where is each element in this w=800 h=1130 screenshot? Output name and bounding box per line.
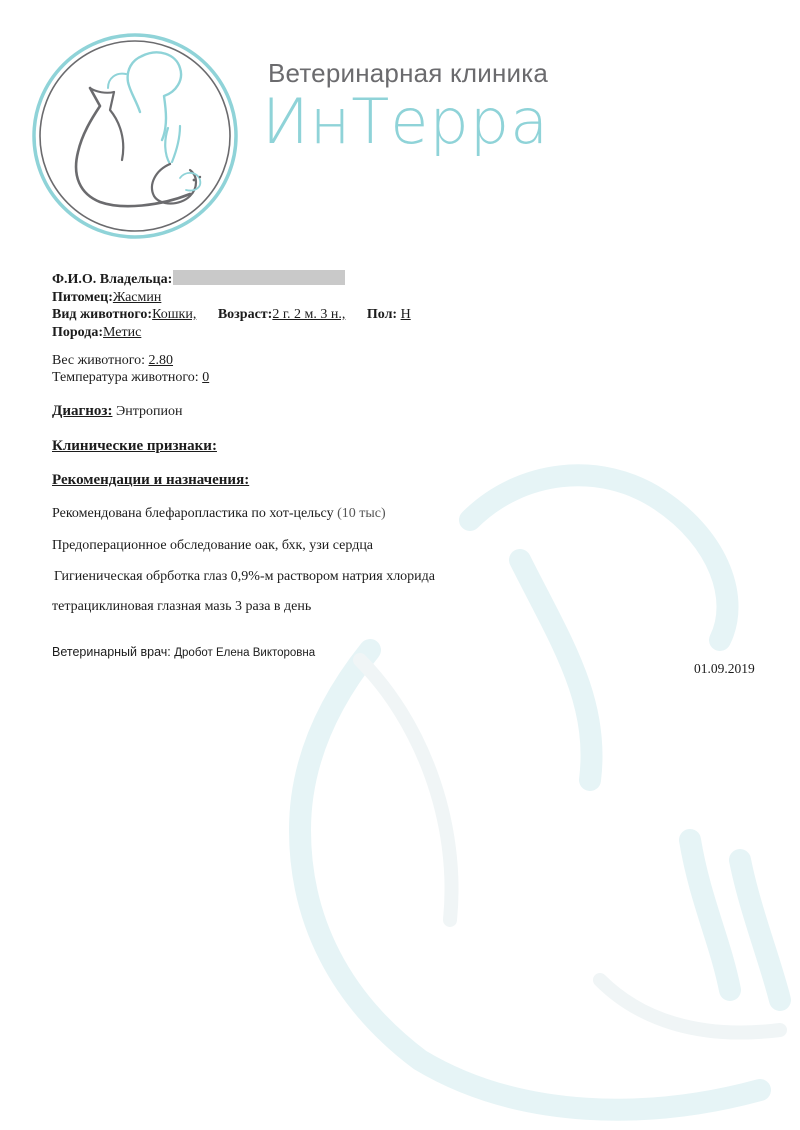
vitals bbox=[52, 352, 209, 386]
weight-label: Вес животного: bbox=[52, 353, 146, 368]
patient-info bbox=[52, 270, 411, 341]
doctor-label: Ветеринарный врач: bbox=[52, 645, 171, 659]
temperature-label: Температура животного: bbox=[52, 370, 199, 385]
age-label: Возраст: bbox=[217, 307, 273, 322]
recommendations-heading: Рекомендации и назначения: bbox=[52, 472, 250, 488]
weight-row bbox=[52, 352, 209, 369]
owner-row bbox=[52, 270, 411, 289]
doctor-signature bbox=[52, 645, 315, 659]
document-date: 01.09.2019 bbox=[694, 661, 755, 676]
breed-label: Порода: bbox=[52, 324, 104, 340]
recommendation-1-text: Рекомендована блефаропластика по хот-цельсу bbox=[52, 506, 334, 521]
diagnosis-row bbox=[52, 403, 182, 420]
species-value: Кошки, bbox=[152, 307, 197, 322]
clinic-name: ИнТерра bbox=[262, 85, 550, 158]
temperature-value: 0 bbox=[202, 370, 210, 385]
recommendation-4: тетрациклиновая глазная мазь 3 раза в день bbox=[52, 599, 312, 614]
species-row bbox=[52, 306, 411, 324]
clinic-subtitle: Ветеринарная клиника bbox=[268, 58, 549, 88]
recommendation-1-price: (10 тыс) bbox=[337, 506, 386, 521]
clinic-logo-icon bbox=[30, 30, 240, 242]
temperature-row bbox=[52, 369, 209, 386]
diagnosis-value: Энтропион bbox=[115, 404, 183, 419]
owner-label: Ф.И.О. Владельца: bbox=[52, 272, 173, 287]
pet-name-row bbox=[52, 289, 411, 307]
recommendation-1 bbox=[52, 506, 386, 522]
owner-name-redacted bbox=[173, 270, 345, 285]
weight-value: 2.80 bbox=[148, 353, 174, 368]
species-label: Вид животного: bbox=[52, 307, 153, 322]
pet-name-value: Жасмин bbox=[112, 289, 162, 305]
breed-value: Метис bbox=[103, 324, 142, 340]
clinical-signs-heading: Клинические признаки: bbox=[52, 438, 217, 454]
age-value: 2 г. 2 м. 3 н., bbox=[272, 307, 346, 322]
sex-label: Пол: bbox=[366, 307, 398, 322]
doctor-name: Дробот Елена Викторовна bbox=[174, 647, 316, 659]
breed-row bbox=[52, 324, 411, 342]
sex-value: Н bbox=[400, 307, 411, 322]
diagnosis-label: Диагноз: bbox=[52, 403, 113, 419]
recommendation-2: Предоперационное обследование оак, бхк, узи сердца bbox=[52, 538, 374, 553]
recommendation-3: Гигиеническая обрботка глаз 0,9%-м раствором натрия хлорида bbox=[54, 569, 436, 584]
pet-name-label: Питомец: bbox=[52, 289, 113, 305]
